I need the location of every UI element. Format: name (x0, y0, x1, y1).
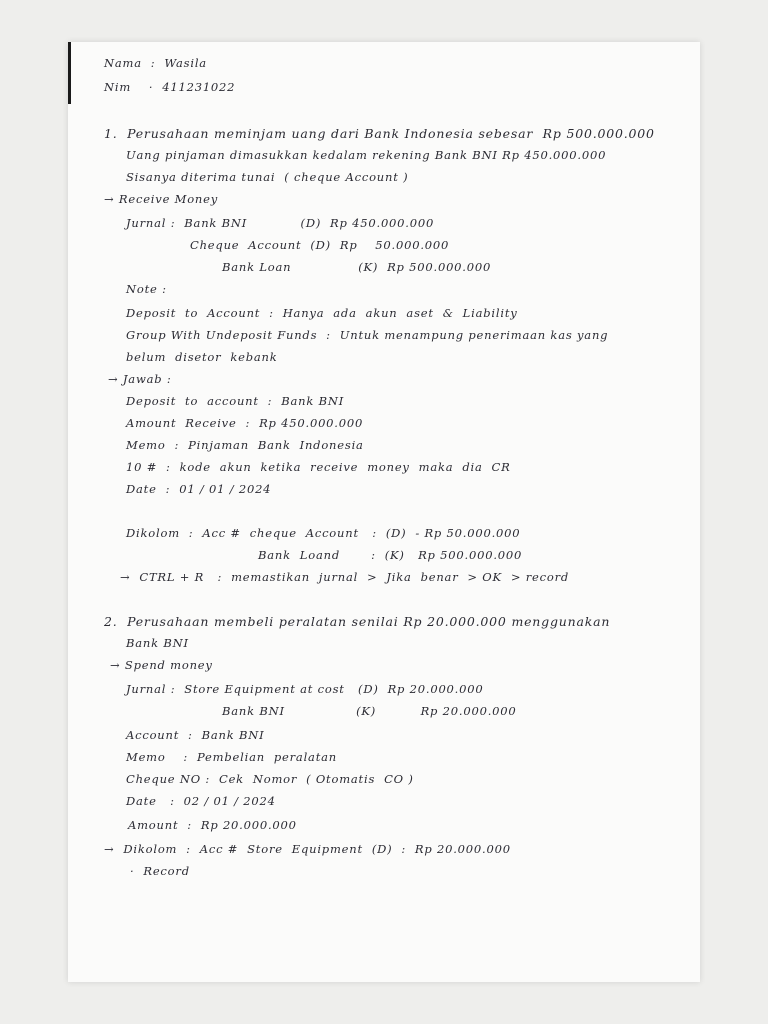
section1-account-code-note: 10 # : kode akun ketika receive money maka dia CR (126, 460, 511, 474)
section1-amount: Amount Receive : Rp 450.000.000 (126, 416, 364, 430)
section2-column-line: → Dikolom : Acc # Store Equipment (D) : Rp 20.000.000 (104, 842, 511, 856)
section2-amount: Amount : Rp 20.000.000 (128, 818, 297, 832)
section2-journal-line-1: Jurnal : Store Equipment at cost (D) Rp 20.000.000 (126, 682, 484, 696)
name-line: Nama : Wasila (104, 56, 207, 70)
section2-journal-line-2: Bank BNI (K) Rp 20.000.000 (222, 704, 517, 718)
section1-receive-money: → Receive Money (104, 192, 219, 206)
section1-deposit-to: Deposit to account : Bank BNI (126, 394, 345, 408)
page-edge-mark (68, 42, 71, 104)
section1-note-line-3: belum disetor kebank (126, 350, 278, 364)
section2-memo: Memo : Pembelian peralatan (126, 750, 337, 764)
section1-journal-line-3: Bank Loan (K) Rp 500.000.000 (222, 260, 492, 274)
section2-question-line-2: Bank BNI (126, 636, 189, 650)
section1-question-line-2: Uang pinjaman dimasukkan kedalam rekening Bank BNI Rp 450.000.000 (126, 148, 607, 162)
section1-answer-label: → Jawab : (108, 372, 172, 386)
section1-column-line-1: Dikolom : Acc # cheque Account : (D) - Rp 50.000.000 (126, 526, 521, 540)
section1-note-label: Note : (126, 282, 167, 296)
section1-note-line-2: Group With Undeposit Funds : Untuk menampung penerimaan kas yang (126, 328, 609, 342)
section2-question-line-1: 2. Perusahaan membeli peralatan senilai Rp 20.000.000 menggunakan (104, 614, 611, 629)
section1-journal-line-1: Jurnal : Bank BNI (D) Rp 450.000.000 (126, 216, 435, 230)
section2-date: Date : 02 / 01 / 2024 (126, 794, 276, 808)
section1-memo: Memo : Pinjaman Bank Indonesia (126, 438, 364, 452)
section2-record: · Record (130, 864, 190, 878)
section1-ctrl-r-note: → CTRL + R : memastikan jurnal > Jika benar > OK > record (120, 570, 570, 584)
section2-account: Account : Bank BNI (126, 728, 265, 742)
section2-cheque-no: Cheque NO : Cek Nomor ( Otomatis CO ) (126, 772, 414, 786)
section1-question-line-3: Sisanya diterima tunai ( cheque Account ) (126, 170, 409, 184)
section1-journal-line-2: Cheque Account (D) Rp 50.000.000 (190, 238, 450, 252)
section2-spend-money: → Spend money (110, 658, 213, 672)
section1-column-line-2: Bank Loand : (K) Rp 500.000.000 (258, 548, 523, 562)
section1-note-line-1: Deposit to Account : Hanya ada akun aset & Liability (126, 306, 518, 320)
section1-question-line-1: 1. Perusahaan meminjam uang dari Bank Indonesia sebesar Rp 500.000.000 (104, 126, 655, 141)
section1-date: Date : 01 / 01 / 2024 (126, 482, 272, 496)
nim-line: Nim · 411231022 (104, 80, 236, 94)
